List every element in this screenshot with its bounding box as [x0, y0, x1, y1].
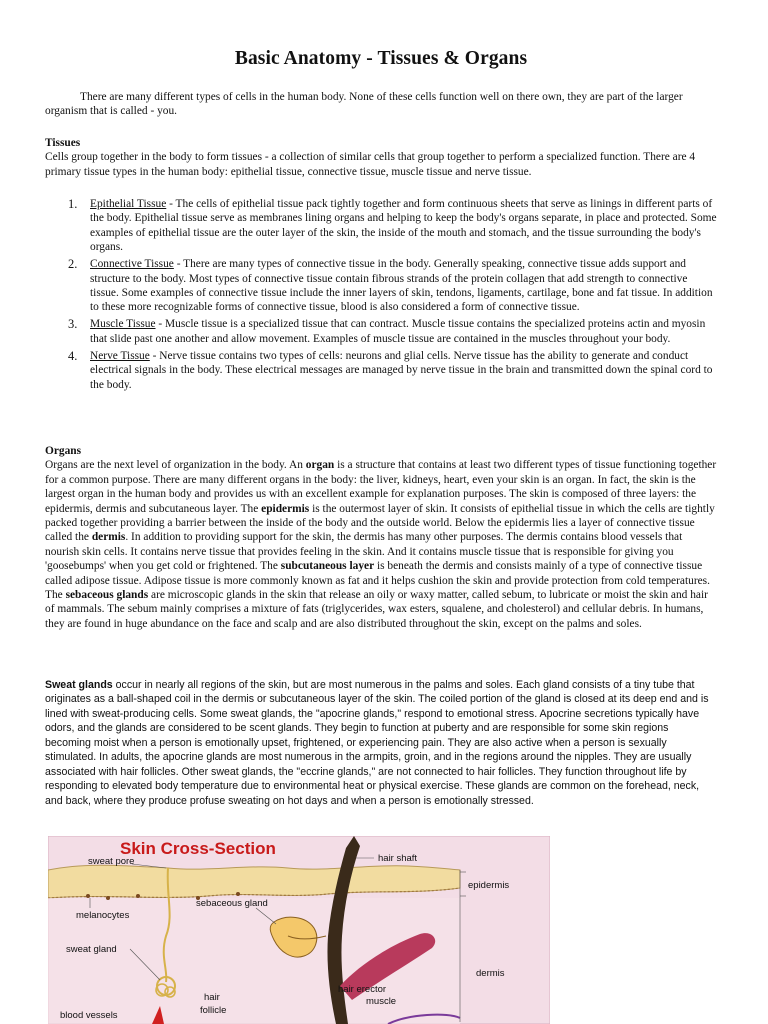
label-sweat-gland: sweat gland [66, 944, 117, 955]
tissue-description: - There are many types of connective tissue in the body. Generally speaking, connective tissue adds support and structure to the body. Most types of connective tissue contain fibrous strands of the protein collagen that add strength to connective tissue. Some examples of connective tissue include the inner layers of skin, tendons, ligaments, cartilage, bone and fat tissue. In addition to these more recognizable forms of connective tissue, blood is also considered a form of connective tissue. [90, 258, 713, 314]
term-organ: organ [305, 459, 335, 472]
label-hair-erector-1: hair erector [338, 984, 387, 995]
list-item [45, 257, 717, 315]
list-number: 4. [68, 348, 78, 363]
tissue-description: - Muscle tissue is a specialized tissue that can contract. Muscle tissue contains the specialized proteins actin and myosin that slide past one another and allow movement. Examples of muscle tissue are contained in the muscles throughout your body. [90, 318, 706, 345]
tissue-list [45, 197, 717, 395]
tissues-section [45, 136, 717, 179]
tissue-term: Connective Tissue [90, 258, 174, 271]
intro-paragraph: There are many different types of cells in the human body. None of these cells function well on there own, they are part of the larger organism that is called - you. [45, 91, 683, 118]
organs-paragraph: Organs are the next level of organization in the body. An organ is a structure that contains at least two different types of tissue functioning together for a common purpose. There are many different organs in the body: the liver, kidneys, heart, even your skin is an organ. In fact, the skin is the largest organ in the human body and provides us with an excellent example for explanation purposes. The skin is composed of three layers: the epidermis, dermis and subcutaneous layer. The epidermis is the outermost layer of skin. It consists of epithelial tissue in which the cells are tightly packed together providing a barrier between the inside of the body and the outside world. Below the epidermis lies a layer of connective tissue called the dermis. In addition to providing support for the skin, the dermis has many other purposes. The dermis contains blood vessels that nourish skin cells. It contains nerve tissue that provides feeling in the skin. And it contains muscle tissue that is responsible for giving you 'goosebumps' when you get cold or frightened. The subcutaneous layer is beneath the dermis and consists mainly of a type of connective tissue called adipose tissue. Adipose tissue is more commonly known as fat and it helps cushion the skin and provide protection from cold temperatures. The sebaceous glands are microscopic glands in the skin that release an oily or waxy matter, called sebum, to lubricate or moist the skin and hair of mammals. The sebum mainly comprises a mixture of fats (triglycerides, wax esters, squalene, and cholesterol) and cellular debris. In humans, they are found in huge abundance on the face and scalp and are also distributed throughout the skin, except on the palms and soles. [45, 459, 717, 630]
label-dermis: dermis [476, 968, 505, 979]
list-item [45, 317, 717, 346]
tissue-term: Nerve Tissue [90, 349, 150, 362]
page-title: Basic Anatomy - Tissues & Organs [234, 48, 528, 69]
tissue-description: - Nerve tissue contains two types of cells: neurons and glial cells. Nerve tissue has the ability to generate and conduct electrical signals in the body. These electrical messages are managed by nerve tissue in the brain and transmitted down the spinal cord to the body. [90, 349, 713, 391]
tissue-description: - The cells of epithelial tissue pack tightly together and form continuous sheets that serve as linings in different parts of the body. Epithelial tissue serve as membranes lining organs and helping to keep the body's organs separate, in place and protected. Some examples of epithelial tissue are the outer layer of the skin, the inside of the mouth and stomach, and the tissue surrounding the body's organs. [90, 198, 717, 254]
term-subcutaneous: subcutaneous layer [280, 560, 375, 573]
organs-heading: Organs [45, 445, 82, 457]
label-hair-follicle-2: follicle [200, 1005, 227, 1016]
figure-title: Skin Cross-Section [120, 839, 276, 858]
tissue-term: Epithelial Tissue [90, 198, 167, 210]
organs-section [45, 444, 717, 631]
label-hair-erector-2: muscle [366, 996, 397, 1007]
term-dermis: dermis [91, 531, 126, 544]
label-melanocytes: melanocytes [76, 910, 130, 921]
list-item [45, 197, 717, 255]
label-blood-vessels: blood vessels [60, 1010, 118, 1021]
tissue-term: Muscle Tissue [90, 318, 156, 331]
label-epidermis: epidermis [468, 880, 510, 891]
skin-cross-section-figure [48, 836, 550, 1024]
list-number: 1. [68, 197, 78, 211]
tissues-paragraph: Cells group together in the body to form tissues - a collection of similar cells that group together to perform a specialized function. There are 4 primary tissue types in the human body: epithelial tissue, connective tissue, muscle tissue and nerve tissue. [45, 151, 696, 178]
sweat-glands-paragraph: Sweat glands occur in nearly all regions of the skin, but are most numerous in the palms and soles. Each gland consists of a tiny tube that originates as a ball-shaped coil in the dermis or subcutaneous layer of the skin. The coiled portion of the gland is closed at its deep end and is lined with sweat-producing cells. Some sweat glands, the "apocrine glands," respond to emotional stress. Apocrine secretions typically have odors, and the glands are considered to be scent glands. They begin to function at puberty and are responsible for some skin regions becoming moist when a person is emotionally upset, frightened, or experiencing pain. They are also active when a person is sexually stimulated. In adults, the apocrine glands are most numerous in the armpits, groin, and in the regions around the nipples. They are usually associated with hair follicles. Other sweat glands, the "eccrine glands," are not connected to hair follicles. They function throughout life by responding to elevated body temperature due to environmental heat or physical exercise. These glands are common on the forehead, neck, and back, where they produce profuse sweating on hot days and when a person is emotionally stressed. [45, 679, 709, 807]
label-sebaceous-gland: sebaceous gland [196, 898, 268, 909]
label-hair-follicle-1: hair [204, 992, 220, 1003]
list-number: 3. [68, 317, 78, 332]
list-item [45, 349, 717, 392]
label-sweat-pore: sweat pore [88, 856, 135, 867]
term-sebaceous: sebaceous glands [65, 589, 149, 602]
list-number: 2. [68, 257, 78, 272]
term-sweat-glands: Sweat glands [45, 679, 113, 691]
label-hair-shaft: hair shaft [378, 853, 418, 864]
tissues-heading: Tissues [45, 137, 81, 149]
term-epidermis: epidermis [261, 502, 310, 515]
